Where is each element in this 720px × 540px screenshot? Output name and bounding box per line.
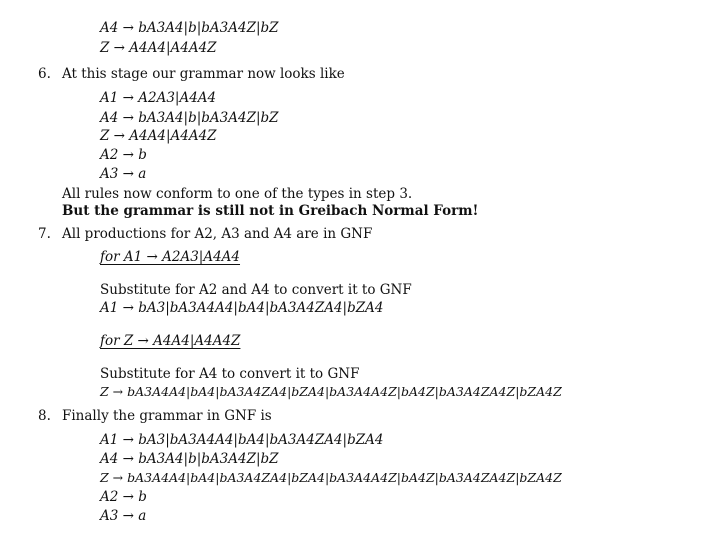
step8-rule-a1: A1 → bA3|bA3A4A4|bA4|bA3A4ZA4|bZA4 [100,432,384,448]
step6-note: All rules now conform to one of the types in step 3. [62,186,413,202]
step7-intro: All productions for A2, A3 and A4 are in GNF [62,226,373,242]
step7-substitute-a4: Substitute for A4 to convert it to GNF [100,366,360,382]
step6-bold-note: But the grammar is still not in Greibach Normal Form! [62,203,479,219]
step7-z-result: Z → bA3A4A4|bA4|bA3A4ZA4|bZA4|bA3A4A4Z|bA4Z|bA3A4ZA4Z|bZA4Z [100,384,562,399]
step6-rule-z: Z → A4A4|A4A4Z [100,128,217,144]
step7-for-a1: for A1 → A2A3|A4A4 [100,249,241,265]
step8-number: 8. [38,408,51,424]
step6-rule-a4: A4 → bA3A4|b|bA3A4Z|bZ [100,110,279,126]
rule-z-top: Z → A4A4|A4A4Z [100,40,217,56]
step7-for-z: for Z → A4A4|A4A4Z [100,333,241,349]
step6-number: 6. [38,66,51,82]
rule-a4-top: A4 → bA3A4|b|bA3A4Z|bZ [100,20,279,36]
step8-rule-a2: A2 → b [100,489,147,505]
step8-rule-a4: A4 → bA3A4|b|bA3A4Z|bZ [100,451,279,467]
step7-a1-result: A1 → bA3|bA3A4A4|bA4|bA3A4ZA4|bZA4 [100,300,384,316]
step6-rule-a3: A3 → a [100,166,147,182]
step7-substitute-a2-a4: Substitute for A2 and A4 to convert it to GNF [100,282,412,298]
step8-rule-z: Z → bA3A4A4|bA4|bA3A4ZA4|bZA4|bA3A4A4Z|bA4Z|bA3A4ZA4Z|bZA4Z [100,470,562,485]
step8-rule-a3: A3 → a [100,508,147,524]
step6-intro: At this stage our grammar now looks like [62,66,345,82]
step6-rule-a1: A1 → A2A3|A4A4 [100,90,217,106]
step7-number: 7. [38,226,51,242]
step8-intro: Finally the grammar in GNF is [62,408,272,424]
step6-rule-a2: A2 → b [100,147,147,163]
